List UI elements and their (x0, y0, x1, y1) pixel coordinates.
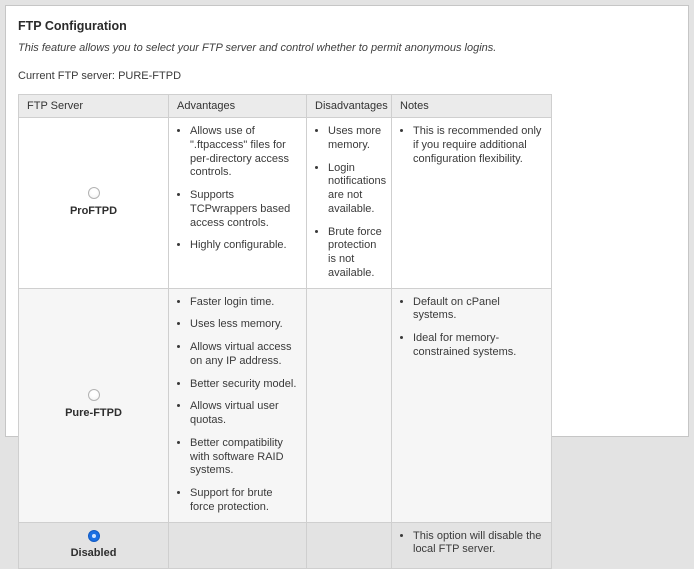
advantages-item: • Allows virtual access on any IP address. (190, 341, 298, 369)
table-row-proftpd (19, 118, 552, 289)
ftp-server-table (18, 94, 552, 569)
advantages-cell-disabled (169, 522, 307, 569)
current-ftp-server-line (18, 70, 679, 82)
server-label-proftpd[interactable]: ProFTPD (69, 204, 118, 217)
disadvantages-item: • Brute force protection is not available. (328, 226, 383, 281)
table-row-pure-ftpd (19, 288, 552, 522)
disadvantages-cell-proftpd (307, 118, 392, 289)
server-cell-pure-ftpd (19, 288, 169, 522)
notes-list-disabled (400, 530, 543, 558)
notes-item: • This is recommended only if you require additional configuration flexibility. (413, 125, 543, 166)
advantages-cell-proftpd (169, 118, 307, 289)
advantages-list-pure-ftpd (177, 296, 298, 515)
server-label-disabled[interactable]: Disabled (70, 547, 117, 560)
advantages-item: • Allows virtual user quotas. (190, 400, 298, 428)
disadvantages-cell-pure-ftpd (307, 288, 392, 522)
advantages-item: • Support for brute force protection. (190, 487, 298, 515)
column-header-advantages: Advantages (169, 95, 307, 118)
advantages-item: • Uses less memory. (190, 318, 298, 332)
advantages-cell-pure-ftpd (169, 288, 307, 522)
page-description: This feature allows you to select your FTP server and control whether to permit anonymous logins. (18, 42, 497, 54)
advantages-item: • Better security model. (190, 378, 298, 392)
column-header-notes: Notes (392, 95, 552, 118)
column-header-ftp-server: FTP Server (19, 95, 169, 118)
current-ftp-server-value: PURE-FTPD (118, 70, 182, 82)
current-ftp-server-label: Current FTP server: (18, 70, 115, 82)
radio-disabled-selected-icon[interactable] (88, 530, 100, 542)
notes-cell-disabled (392, 522, 552, 569)
advantages-list-proftpd (177, 125, 298, 253)
disadvantages-list-proftpd (315, 125, 387, 281)
notes-item: • Default on cPanel systems. (413, 296, 543, 324)
disadvantages-item: • Login notifications are not available. (328, 162, 383, 217)
advantages-item: • Supports TCPwrappers based access controls. (190, 189, 298, 230)
notes-list-proftpd (400, 125, 543, 166)
page-title: FTP Configuration (18, 19, 127, 33)
ftp-configuration-panel (5, 5, 689, 560)
advantages-item: • Better compatibility with software RAID systems. (190, 437, 298, 478)
advantages-item: • Faster login time. (190, 296, 298, 310)
disadvantages-cell-disabled (307, 522, 392, 569)
table-header-row (19, 95, 552, 118)
server-cell-proftpd (19, 118, 169, 289)
notes-item: • Ideal for memory-constrained systems. (413, 332, 543, 360)
ftp-table-body (19, 118, 552, 569)
column-header-disadvantages: Disadvantages (307, 95, 392, 118)
notes-list-pure-ftpd (400, 296, 543, 360)
notes-cell-proftpd (392, 118, 552, 289)
notes-item: • This option will disable the local FTP server. (413, 530, 543, 558)
notes-cell-pure-ftpd (392, 288, 552, 522)
radio-pure-ftpd-icon[interactable] (88, 389, 100, 401)
advantages-item: • Allows use of ".ftpaccess" files for per-directory access controls. (190, 125, 298, 180)
disadvantages-item: • Uses more memory. (328, 125, 383, 153)
advantages-item: • Highly configurable. (190, 239, 298, 253)
server-cell-disabled (19, 522, 169, 569)
table-row-disabled (19, 522, 552, 569)
radio-proftpd-icon[interactable] (88, 187, 100, 199)
server-label-pure-ftpd[interactable]: Pure-FTPD (65, 407, 122, 419)
